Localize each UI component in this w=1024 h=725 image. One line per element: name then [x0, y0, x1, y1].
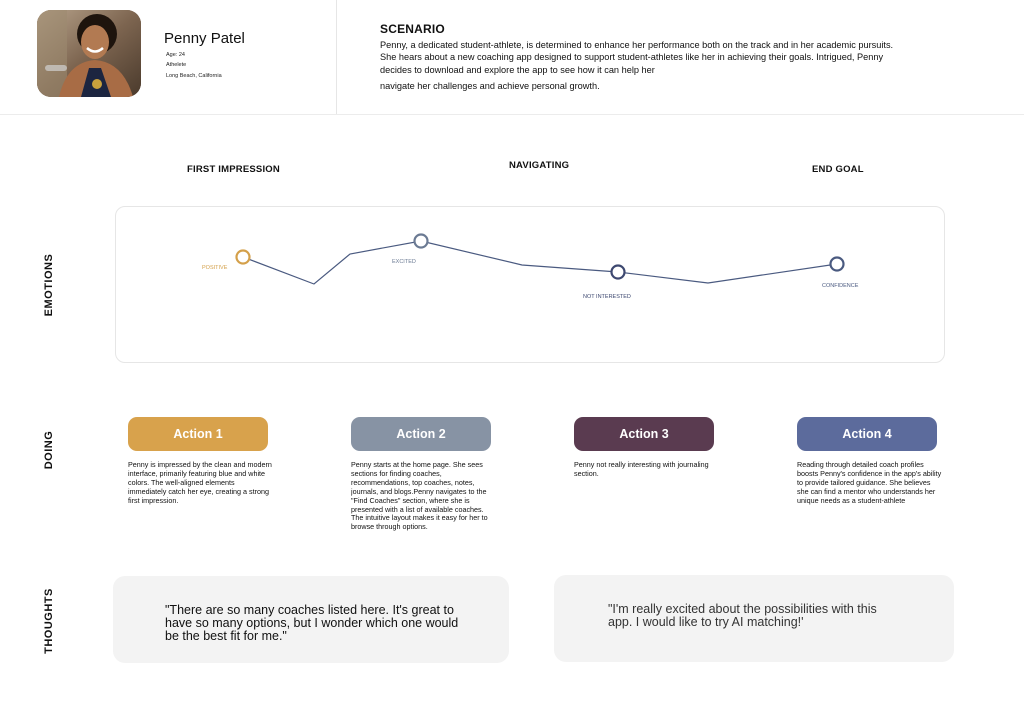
scenario-text-last: navigate her challenges and achieve personal growth. — [380, 81, 600, 91]
stage-end-goal: END GOAL — [812, 164, 864, 175]
row-label-thoughts: THOUGHTS — [43, 588, 55, 654]
row-label-doing: DOING — [43, 430, 55, 470]
emotion-label-positive: POSITIVE — [202, 265, 228, 271]
action-4-description: Reading through detailed coach profiles boosts Penny's confidence in the app's ability to provide tailored guidance. She believes she can find a mentor who understands her unique needs as a student-athlete — [797, 461, 942, 505]
thought-text-1: "There are so many coaches listed here. It's great to have so many options, but I wonder which one would be the best fit for me." — [165, 603, 459, 643]
emotion-panel — [115, 206, 945, 363]
scenario-text: Penny, a dedicated student-athlete, is determined to enhance her performance both on the track and in her academic pursuits. She hears about a new coaching app designed to support student-athletes like her in achieving their goals. Intrigued, Penny decides to download and explore the app to see how it can help her — [380, 40, 894, 75]
action-1-button[interactable]: Action 1 — [128, 417, 268, 451]
athlete-photo-icon — [37, 10, 141, 97]
row-label-emotions: EMOTIONS — [43, 253, 55, 317]
action-2-button[interactable]: Action 2 — [351, 417, 491, 451]
scenario-title: SCENARIO — [380, 22, 445, 36]
section-divider — [0, 114, 1024, 115]
action-3-button[interactable]: Action 3 — [574, 417, 714, 451]
stage-first-impression: FIRST IMPRESSION — [187, 164, 280, 175]
action-3-description: Penny not really interesting with journaling section. — [574, 461, 709, 478]
action-4-button[interactable]: Action 4 — [797, 417, 937, 451]
stage-navigating: NAVIGATING — [509, 160, 570, 171]
persona-name: Penny Patel — [164, 30, 245, 47]
thought-text-2: "I'm really excited about the possibilities with this app. I would like to try AI matching!' — [608, 602, 877, 629]
emotion-label-confidence: CONFIDENCE — [822, 283, 859, 289]
persona-avatar — [37, 10, 141, 97]
action-2-description: Penny starts at the home page. She sees sections for finding coaches, recommendations, top coaches, notes, journals, and blogs.Penny navigates to the "Find Coaches" section, where she is presented with a list of available coaches. The intuitive layout makes it easy for her to browse through options. — [351, 461, 488, 532]
persona-age: Age: 24 — [166, 52, 185, 58]
action-1-description: Penny is impressed by the clean and modern interface, primarily featuring blue and white colors. The well-aligned elements immediately catch her eye, creating a strong first impression. — [128, 461, 272, 505]
persona-location: Long Beach, California — [166, 73, 222, 79]
emotion-label-not-interested: NOT INTERESTED — [583, 294, 631, 300]
emotion-label-excited: EXCITED — [392, 259, 416, 265]
persona-role: Athelete — [166, 62, 187, 68]
header-divider — [336, 0, 337, 114]
